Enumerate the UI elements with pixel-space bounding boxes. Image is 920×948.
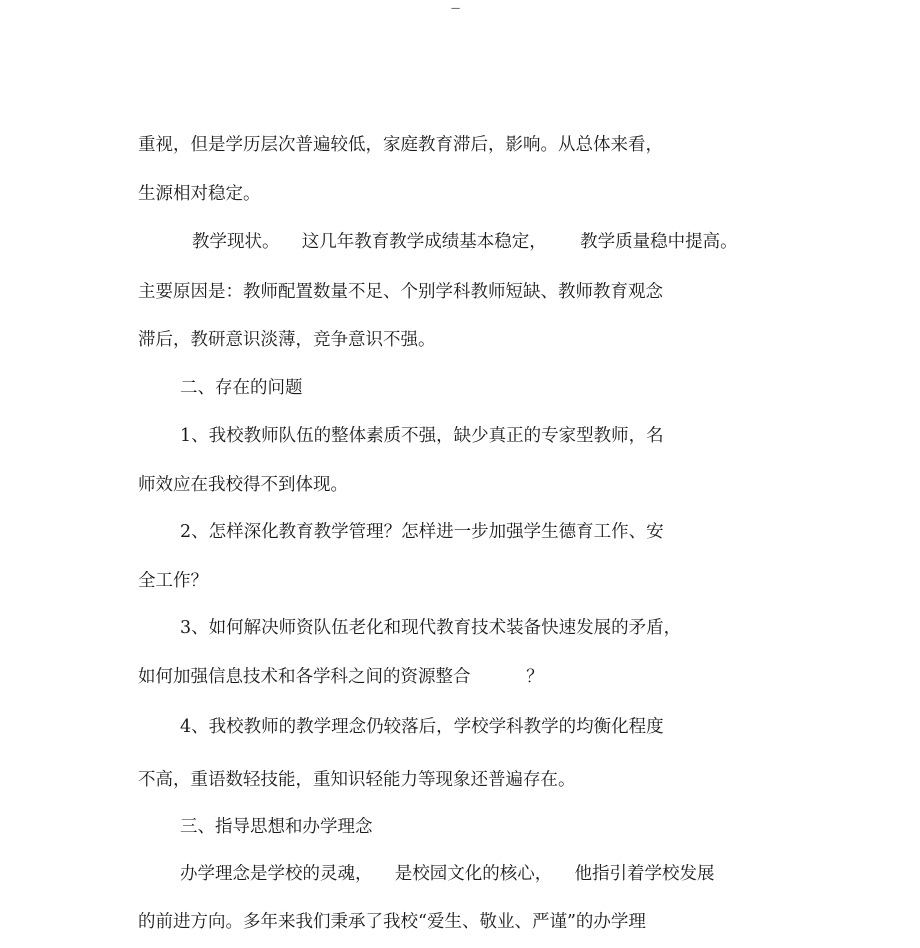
header-mark: ---- <box>451 4 460 14</box>
text-line: 如何加强信息技术和各学科之间的资源整合 ？ <box>138 667 544 687</box>
text-line: 办学理念是学校的灵魂， 是校园文化的核心， 他指引着学校发展 <box>180 864 715 884</box>
section-heading: 三、指导思想和办学理念 <box>180 817 373 837</box>
text-line: 2、怎样深化教育教学管理？怎样进一步加强学生德育工作、安 <box>180 522 664 542</box>
text-line: 的前进方向。多年来我们秉承了我校“爱生、敬业、严谨”的办学理 <box>138 912 646 932</box>
text-line: 重视，但是学历层次普遍较低，家庭教育滞后，影响。从总体来看， <box>138 135 663 155</box>
text-line: 3、如何解决师资队伍老化和现代教育技术装备快速发展的矛盾， <box>180 618 682 638</box>
text-line: 生源相对稳定。 <box>138 184 261 204</box>
section-heading: 二、存在的问题 <box>180 378 303 398</box>
text-line: 全工作？ <box>138 571 208 591</box>
text-line: 1、我校教师队伍的整体素质不强，缺少真正的专家型教师，名 <box>180 426 664 446</box>
text-line: 4、我校教师的教学理念仍较落后，学校学科教学的均衡化程度 <box>180 717 664 737</box>
text-line: 教学现状。 这几年教育教学成绩基本稳定， 教学质量稳中提高。 <box>192 232 738 252</box>
text-line: 滞后，教研意识淡薄，竞争意识不强。 <box>138 330 436 350</box>
text-line: 师效应在我校得不到体现。 <box>138 475 348 495</box>
text-line: 主要原因是：教师配置数量不足、个别学科教师短缺、教师教育观念 <box>138 282 663 302</box>
text-line: 不高，重语数轻技能，重知识轻能力等现象还普遍存在。 <box>138 770 576 790</box>
